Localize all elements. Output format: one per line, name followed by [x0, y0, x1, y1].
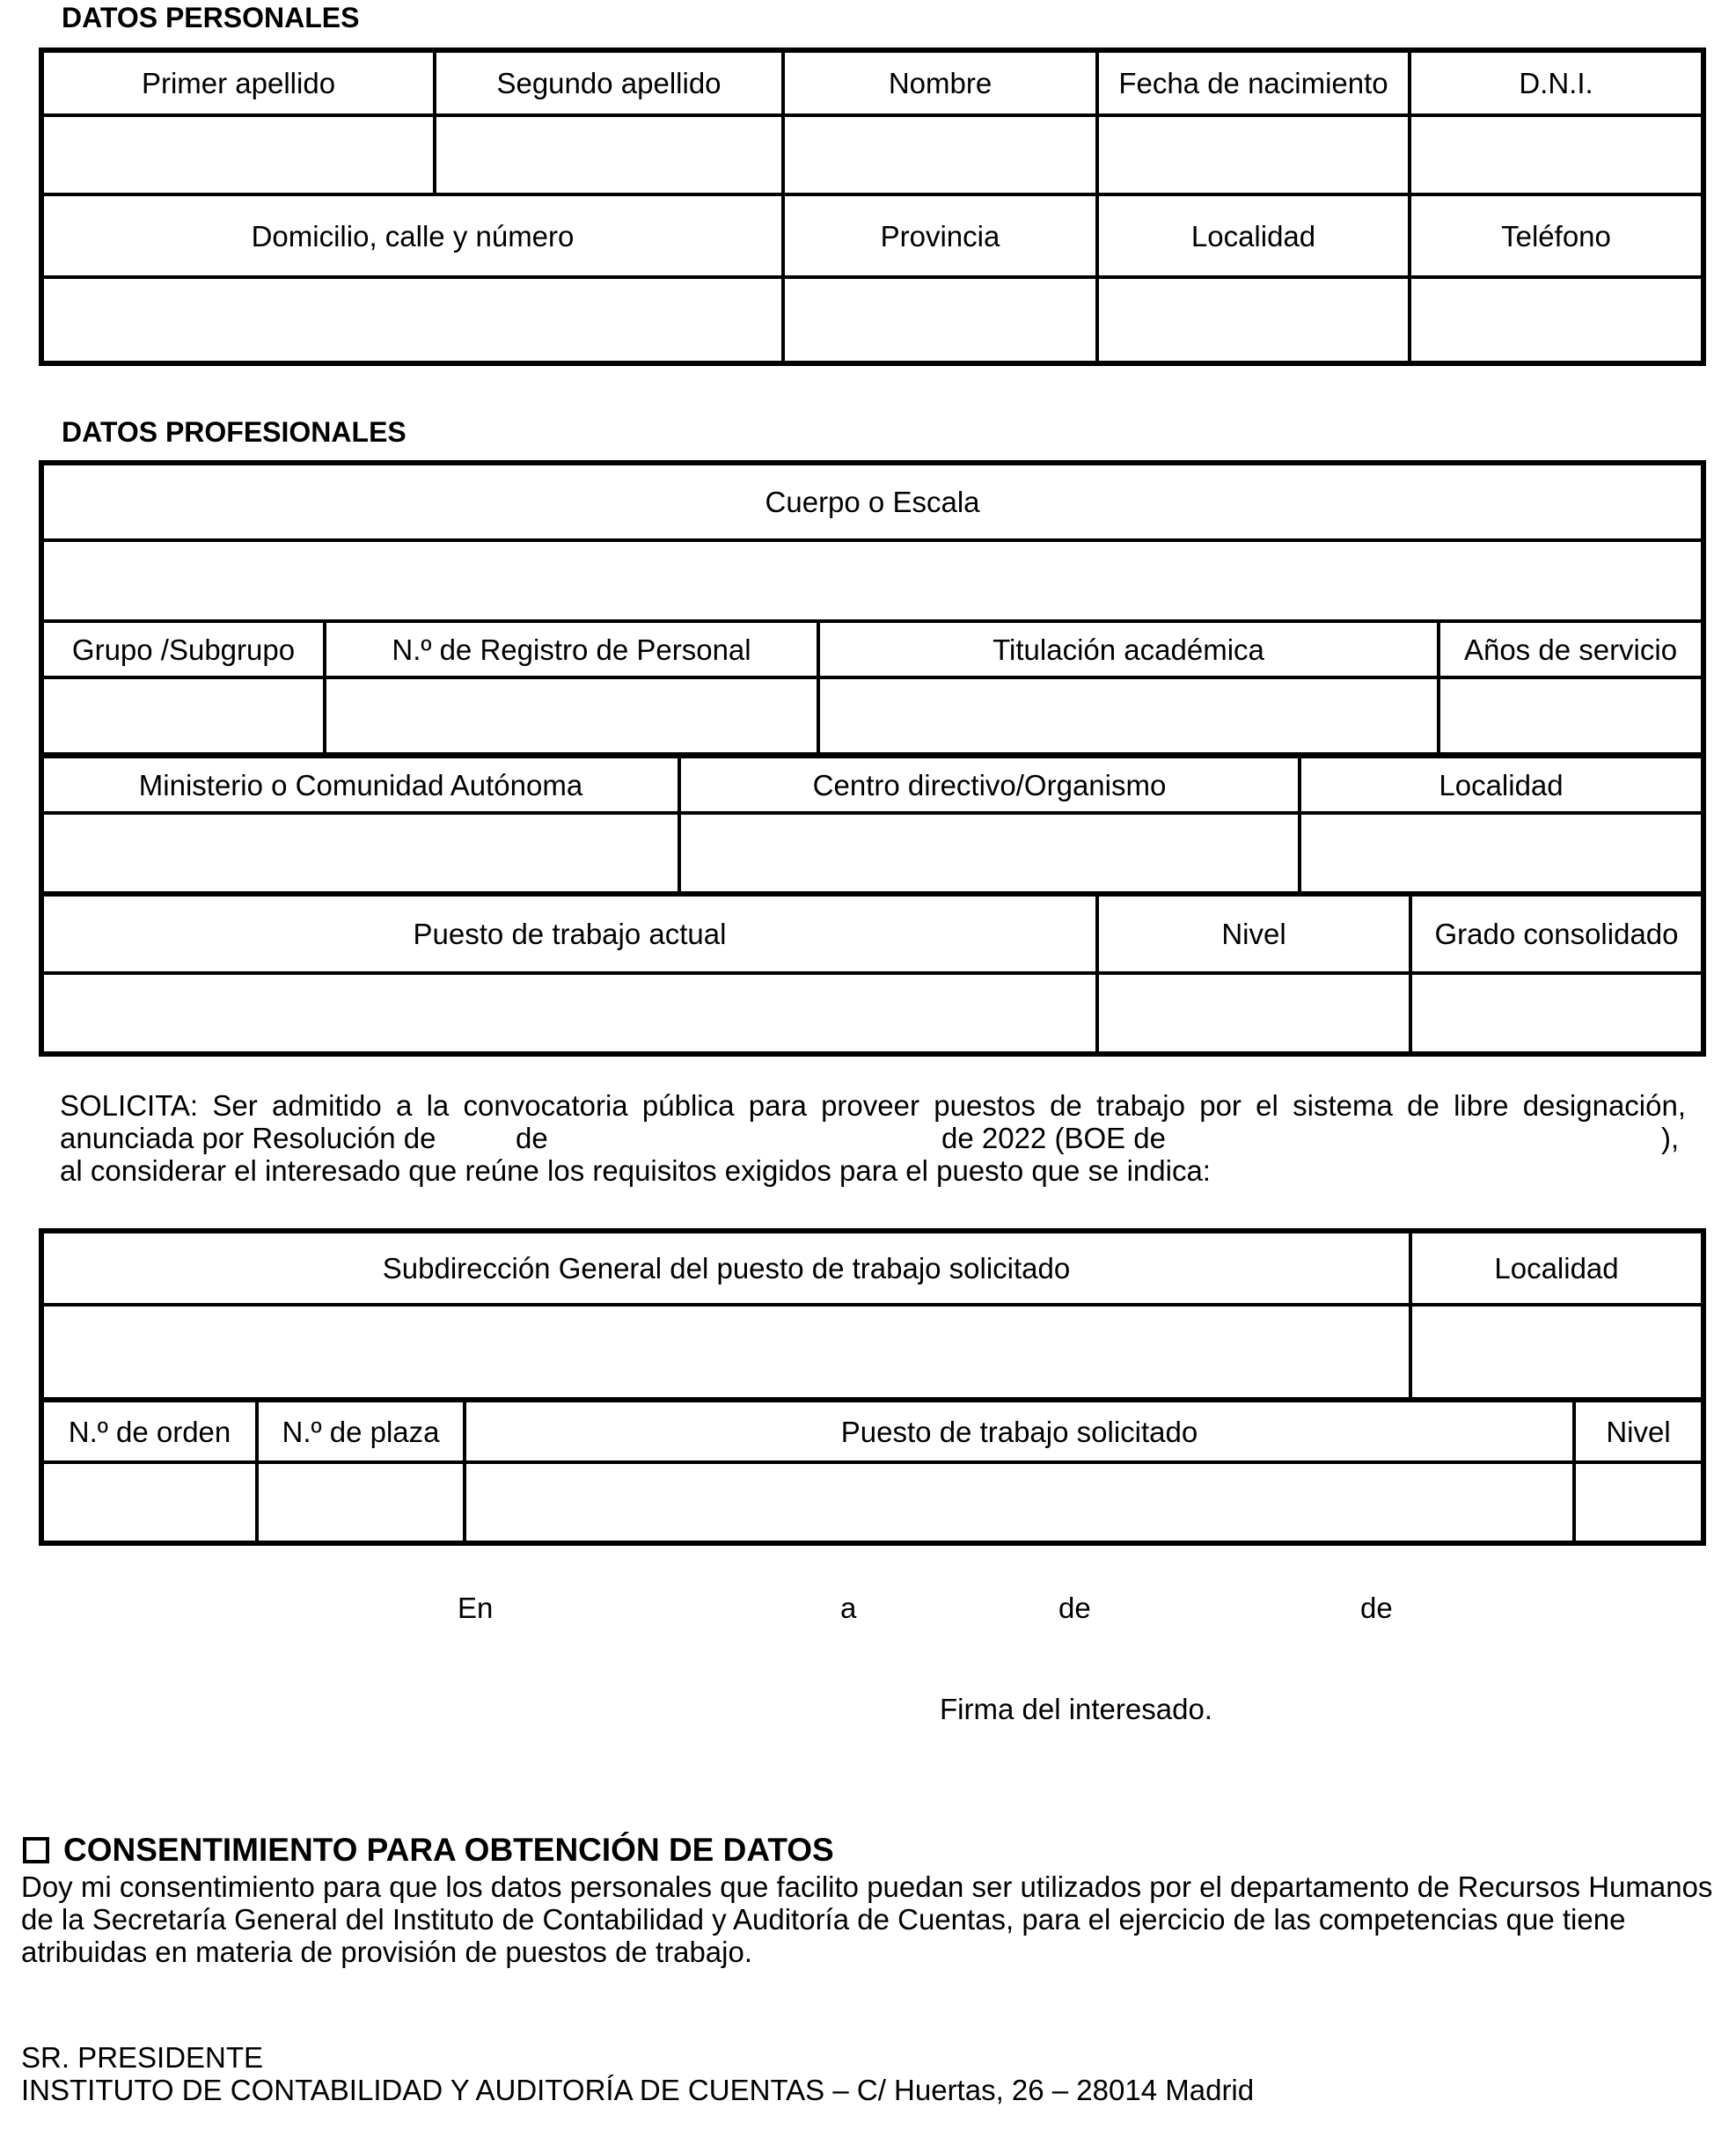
field-segundo-apellido[interactable]: [435, 115, 783, 194]
label-localidad-solicitada: Localidad: [1410, 1231, 1703, 1305]
label-localidad-profesional: Localidad: [1300, 757, 1703, 813]
label-grupo-subgrupo: Grupo /Subgrupo: [41, 621, 325, 677]
label-dni: D.N.I.: [1410, 50, 1703, 115]
field-ministerio[interactable]: [41, 813, 679, 894]
solicita-close-paren: ),: [1661, 1122, 1680, 1154]
label-grado-consolidado: Grado consolidado: [1410, 894, 1703, 973]
field-nivel-actual[interactable]: [1097, 973, 1410, 1054]
place-en-label: En: [458, 1592, 494, 1624]
field-subdireccion[interactable]: [41, 1305, 1410, 1400]
professional-data-table-2: [39, 755, 1706, 897]
consent-text: [21, 1870, 1728, 1968]
section-title-personal: DATOS PERSONALES: [62, 2, 360, 33]
label-fecha-nacimiento: Fecha de nacimiento: [1097, 50, 1410, 115]
requested-job-table-2: [39, 1399, 1706, 1546]
field-grado-consolidado[interactable]: [1410, 973, 1703, 1054]
solicita-line-1: SOLICITA: Ser admitido a la convocatoria pública para proveer puestos de trabajo por el sistema de libre designación,: [60, 1089, 1686, 1122]
field-localidad-solicitada[interactable]: [1410, 1305, 1703, 1400]
field-nivel-solicitado[interactable]: [1574, 1462, 1703, 1543]
label-numero-orden: N.º de orden: [41, 1401, 257, 1462]
label-titulacion: Titulación académica: [818, 621, 1439, 677]
field-grupo-subgrupo[interactable]: [41, 677, 325, 755]
field-dni[interactable]: [1410, 115, 1703, 194]
solicita-de-label: de: [516, 1122, 548, 1154]
field-centro-directivo[interactable]: [679, 813, 1300, 894]
field-provincia[interactable]: [783, 277, 1097, 363]
date-de-label-2: de: [1360, 1592, 1393, 1624]
requested-job-table-1: [39, 1228, 1706, 1402]
label-subdireccion: Subdirección General del puesto de trabajo solicitado: [41, 1231, 1410, 1305]
field-fecha-nacimiento[interactable]: [1097, 115, 1410, 194]
label-segundo-apellido: Segundo apellido: [435, 50, 783, 115]
solicita-line-3: al considerar el interesado que reúne los requisitos exigidos para el puesto que se indica:: [60, 1154, 1211, 1187]
label-provincia: Provincia: [783, 194, 1097, 277]
label-localidad: Localidad: [1097, 194, 1410, 277]
field-cuerpo-escala[interactable]: [41, 540, 1703, 621]
section-title-professional: DATOS PROFESIONALES: [62, 416, 407, 448]
field-telefono[interactable]: [1410, 277, 1703, 363]
label-numero-plaza: N.º de plaza: [257, 1401, 465, 1462]
signature-label: Firma del interesado.: [940, 1693, 1212, 1725]
field-localidad-profesional[interactable]: [1300, 813, 1703, 894]
field-numero-plaza[interactable]: [257, 1462, 465, 1543]
label-nombre: Nombre: [783, 50, 1097, 115]
solicita-paragraph: [60, 1089, 1686, 1187]
solicita-line-2: [60, 1122, 1686, 1154]
field-puesto-solicitado[interactable]: [465, 1462, 1574, 1543]
date-de-label-1: de: [1058, 1592, 1091, 1624]
label-nivel-actual: Nivel: [1097, 894, 1410, 973]
field-nombre[interactable]: [783, 115, 1097, 194]
label-ministerio: Ministerio o Comunidad Autónoma: [41, 757, 679, 813]
consent-checkbox[interactable]: [23, 1837, 49, 1863]
field-localidad[interactable]: [1097, 277, 1410, 363]
consent-line-3: atribuidas en materia de provisión de puestos de trabajo.: [21, 1936, 753, 1968]
professional-data-table-3: [39, 892, 1706, 1057]
label-telefono: Teléfono: [1410, 194, 1703, 277]
consent-header: [23, 1832, 834, 1869]
professional-data-table-1: [39, 460, 1706, 758]
field-puesto-actual[interactable]: [41, 973, 1097, 1054]
addressee-block: [21, 2041, 1254, 2106]
label-domicilio: Domicilio, calle y número: [41, 194, 783, 277]
field-domicilio[interactable]: [41, 277, 783, 363]
place-a-label: a: [840, 1592, 857, 1624]
field-registro-personal[interactable]: [325, 677, 818, 755]
addressee-line-2: INSTITUTO DE CONTABILIDAD Y AUDITORÍA DE CUENTAS – C/ Huertas, 26 – 28014 Madrid: [21, 2074, 1255, 2106]
consent-title: CONSENTIMIENTO PARA OBTENCIÓN DE DATOS: [63, 1832, 834, 1868]
label-nivel-solicitado: Nivel: [1574, 1401, 1703, 1462]
field-titulacion[interactable]: [818, 677, 1439, 755]
consent-line-1: Doy mi consentimiento para que los datos personales que facilito puedan ser utilizados por el departamento de Recursos Humanos: [21, 1870, 1713, 1903]
label-anos-servicio: Años de servicio: [1439, 621, 1703, 677]
solicita-boe-label: de 2022 (BOE de: [941, 1122, 1167, 1154]
label-primer-apellido: Primer apellido: [41, 50, 435, 115]
field-numero-orden[interactable]: [41, 1462, 257, 1543]
solicita-resolucion-label: anunciada por Resolución de: [60, 1122, 436, 1154]
field-primer-apellido[interactable]: [41, 115, 435, 194]
consent-line-2: de la Secretaría General del Instituto de Contabilidad y Auditoría de Cuentas, para el ejercicio de las competencias que tiene: [21, 1903, 1626, 1936]
label-centro-directivo: Centro directivo/Organismo: [679, 757, 1300, 813]
addressee-line-1: SR. PRESIDENTE: [21, 2041, 264, 2074]
label-cuerpo-escala: Cuerpo o Escala: [41, 463, 1703, 540]
label-registro-personal: N.º de Registro de Personal: [325, 621, 818, 677]
personal-data-table: [39, 48, 1706, 366]
label-puesto-actual: Puesto de trabajo actual: [41, 894, 1097, 973]
label-puesto-solicitado: Puesto de trabajo solicitado: [465, 1401, 1574, 1462]
field-anos-servicio[interactable]: [1439, 677, 1703, 755]
